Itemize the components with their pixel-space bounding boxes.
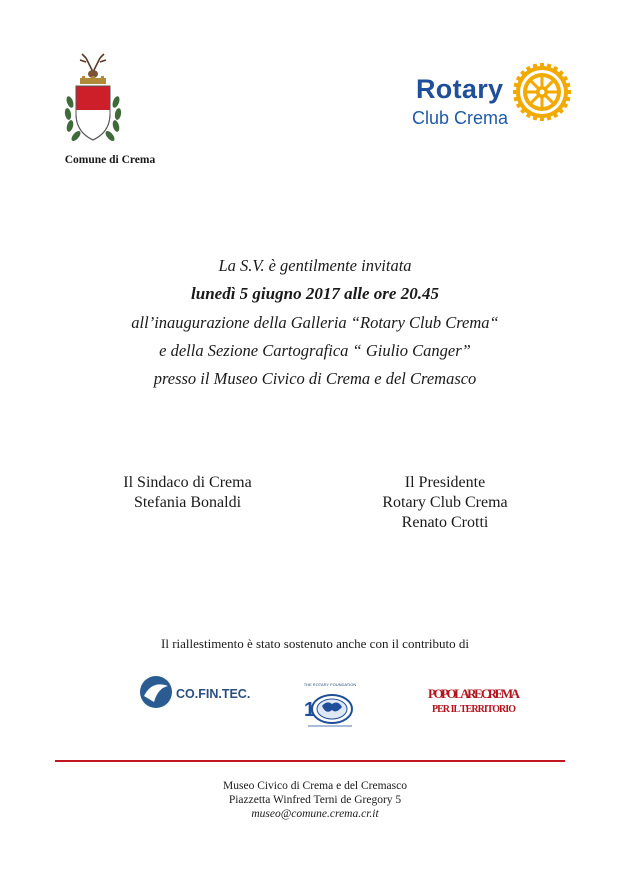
invitation-line-3: all’inaugurazione della Galleria “Rotary Club Crema“ [131, 313, 499, 332]
cofintec-text: CO.FIN.TEC. [176, 687, 251, 701]
invitation-line-5: presso il Museo Civico di Crema e del Cremasco [153, 369, 477, 388]
foundation-text: THE ROTARY FOUNDATION [303, 682, 357, 687]
cofintec-logo [138, 672, 258, 712]
comune-label: Comune di Crema [64, 154, 156, 166]
footer-museum-name: Museo Civico di Crema e del Cremasco [223, 780, 407, 792]
popolare-crema-logo [428, 680, 522, 720]
popolare-line-1: POPOLARE CREMA [428, 686, 520, 701]
signature-mayor [90, 473, 285, 513]
invitation-line-4: e della Sezione Cartografica “ Giulio Canger” [159, 341, 471, 360]
rotary-wordmark: Rotary [416, 74, 504, 104]
president-name: Renato Crotti [401, 514, 489, 531]
footer-email-link[interactable]: museo@comune.crema.cr.it [251, 808, 379, 820]
support-text: Il riallestimento è stato sostenuto anche con il contributo di [161, 636, 469, 651]
footer-address: Piazzetta Winfred Terni de Gregory 5 [228, 794, 402, 806]
president-title: Il Presidente [404, 474, 486, 491]
mayor-title: Il Sindaco di Crema [123, 474, 252, 491]
mayor-name: Stefania Bonaldi [133, 494, 242, 511]
invitation-date: lunedì 5 giugno 2017 alle ore 20.45 [191, 284, 439, 303]
president-club: Rotary Club Crema [382, 494, 508, 511]
footer-divider [55, 760, 565, 762]
signature-president [350, 473, 540, 533]
comune-crest-logo [60, 52, 126, 150]
invitation-line-1: La S.V. è gentilmente invitata [218, 256, 412, 275]
rotary-club-name: Club Crema [412, 108, 509, 128]
popolare-line-2: PER IL TERRITORIO [432, 704, 516, 715]
rotary-foundation-logo [294, 680, 366, 732]
svg-text:1: 1 [304, 699, 316, 721]
rotary-wheel-icon [512, 62, 572, 122]
